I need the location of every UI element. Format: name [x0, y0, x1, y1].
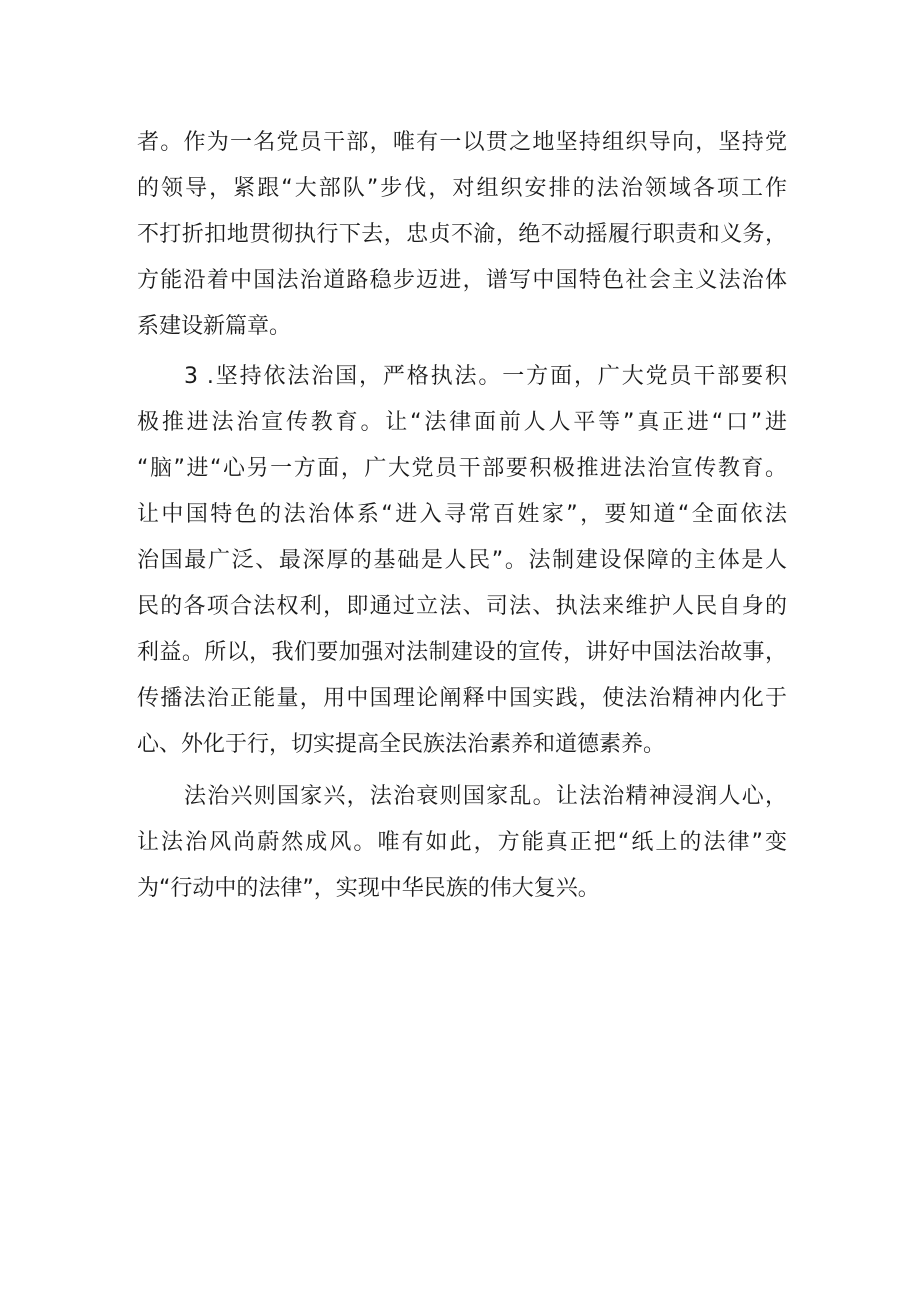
paragraph-1	[137, 120, 787, 350]
text-line: “脑”进“心另一方面，广大党员干部要积极推进法治宣传教育。	[137, 456, 787, 481]
text-line: 的领导，紧跟“大部队”步伐，对组织安排的法治领域各项工作	[137, 176, 787, 201]
text-line: 治国最广泛、最深厚的基础是人民”。法制建设保障的主体是人	[137, 548, 787, 573]
paragraph-2	[137, 354, 787, 768]
text-line: 系建设新篇章。	[137, 314, 292, 339]
text-line: 3 .坚持依法治国，严格执法。一方面，广大党员干部要积	[184, 364, 787, 389]
document-body	[137, 120, 787, 912]
text-line: 为“行动中的法律”，实现中华民族的伟大复兴。	[137, 876, 600, 901]
text-line: 者。作为一名党员干部，唯有一以贯之地坚持组织导向，坚持党	[137, 130, 787, 155]
text-line: 利益。所以，我们要加强对法制建设的宣传，讲好中国法治故事，	[137, 640, 787, 665]
text-line: 民的各项合法权利，即通过立法、司法、执法来维护人民自身的	[137, 594, 787, 619]
text-line: 方能沿着中国法治道路稳步迈进，谱写中国特色社会主义法治体	[137, 268, 787, 293]
text-line: 法治兴则国家兴，法治衰则国家乱。让法治精神浸润人心，	[184, 784, 787, 809]
paragraph-3	[137, 774, 787, 912]
text-line: 让法治风尚蔚然成风。唯有如此，方能真正把“纸上的法律”变	[137, 830, 787, 855]
text-line: 传播法治正能量，用中国理论阐释中国实践，使法治精神内化于	[137, 686, 787, 711]
text-line: 极推进法治宣传教育。让“法律面前人人平等”真正进“口”进	[137, 410, 787, 435]
text-line: 心、外化于行，切实提高全民族法治素养和道德素养。	[137, 732, 666, 757]
text-line: 让中国特色的法治体系“进入寻常百姓家”，要知道“全面依法	[137, 502, 787, 527]
text-line: 不打折扣地贯彻执行下去，忠贞不渝，绝不动摇履行职责和义务，	[137, 222, 787, 247]
